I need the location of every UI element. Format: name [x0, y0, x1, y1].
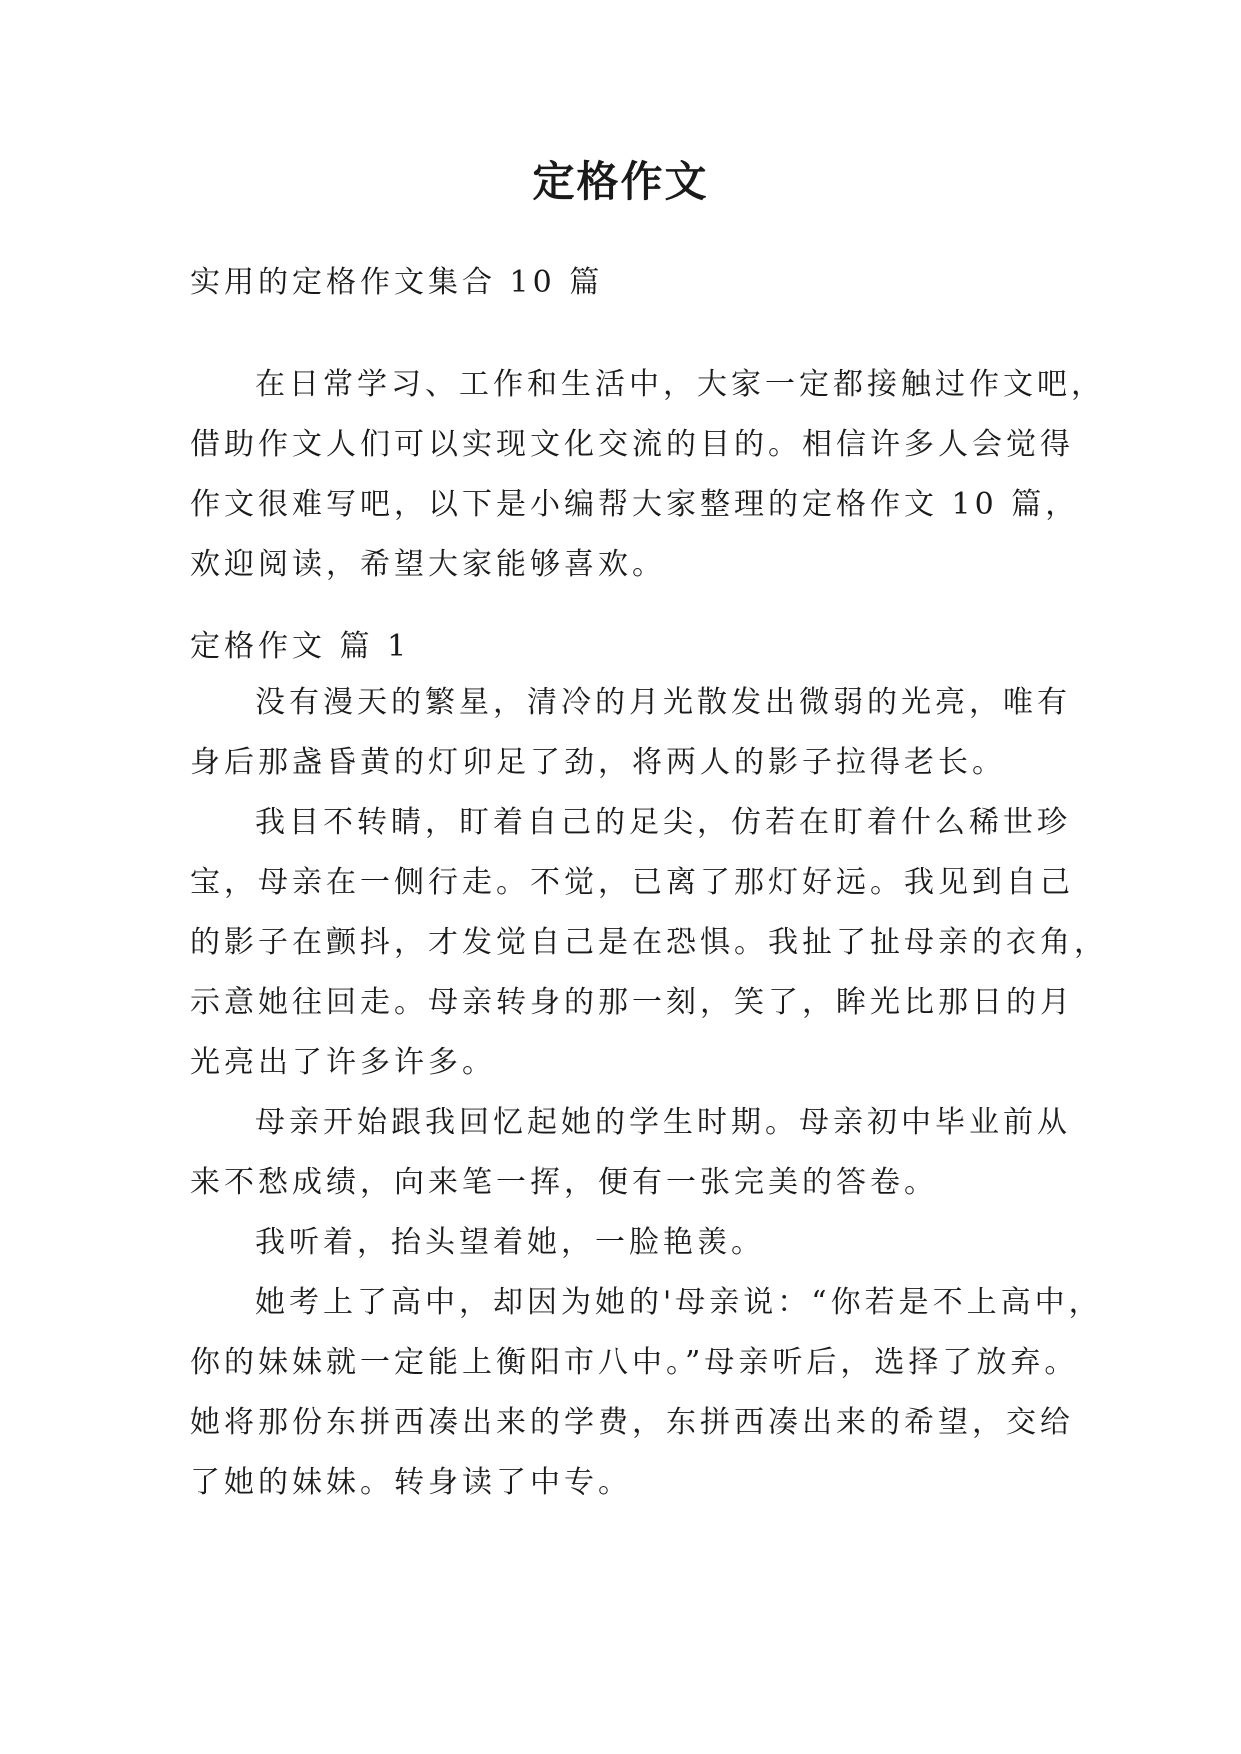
- paragraph-line: 来不愁成绩，向来笔一挥，便有一张完美的答卷。: [190, 1165, 938, 1200]
- paragraph-line: 没有漫天的繁星，清冷的月光散发出微弱的光亮，唯有: [255, 685, 1071, 720]
- article-body: [190, 673, 1108, 1513]
- intro-line: 欢迎阅读，希望大家能够喜欢。: [190, 547, 666, 582]
- paragraph-line: 你的妹妹就一定能上衡阳市八中。”母亲听后，选择了放弃。: [190, 1345, 1079, 1380]
- paragraph-line: 我听着，抬头望着她，一脸艳羡。: [255, 1225, 765, 1260]
- intro-line: 在日常学习、工作和生活中，大家一定都接触过作文吧，: [255, 367, 1105, 402]
- document-subtitle: [190, 253, 1090, 313]
- paragraph-line: 身后那盏昏黄的灯卯足了劲，将两人的影子拉得老长。: [190, 745, 1006, 780]
- intro-paragraph: [190, 355, 1105, 595]
- paragraph-line: 母亲开始跟我回忆起她的学生时期。母亲初中毕业前从: [255, 1105, 1071, 1140]
- paragraph-line: 了她的妹妹。转身读了中专。: [190, 1465, 632, 1500]
- intro-line: 借助作文人们可以实现文化交流的目的。相信许多人会觉得: [190, 427, 1074, 462]
- paragraph-line: 示意她往回走。母亲转身的那一刻，笑了，眸光比那日的月: [190, 985, 1074, 1020]
- paragraph-line: 我目不转睛，盯着自己的足尖，仿若在盯着什么稀世珍: [255, 805, 1071, 840]
- paragraph-line: 她考上了高中，却因为她的'母亲说：“你若是不上高中，: [255, 1285, 1103, 1320]
- section-heading: [190, 617, 1090, 677]
- section-heading-line: 定格作文 篇 1: [190, 629, 411, 664]
- paragraph-line: 光亮出了许多许多。: [190, 1045, 496, 1080]
- paragraph-line: 她将那份东拼西凑出来的学费，东拼西凑出来的希望，交给: [190, 1405, 1074, 1440]
- subtitle-line: 实用的定格作文集合 10 篇: [190, 265, 604, 300]
- document-title: 定格作文: [532, 157, 709, 206]
- intro-line: 作文很难写吧，以下是小编帮大家整理的定格作文 10 篇，: [190, 487, 1080, 522]
- paragraph-line: 的影子在颤抖，才发觉自己是在恐惧。我扯了扯母亲的衣角，: [190, 925, 1108, 960]
- paragraph-line: 宝，母亲在一侧行走。不觉，已离了那灯好远。我见到自己: [190, 865, 1074, 900]
